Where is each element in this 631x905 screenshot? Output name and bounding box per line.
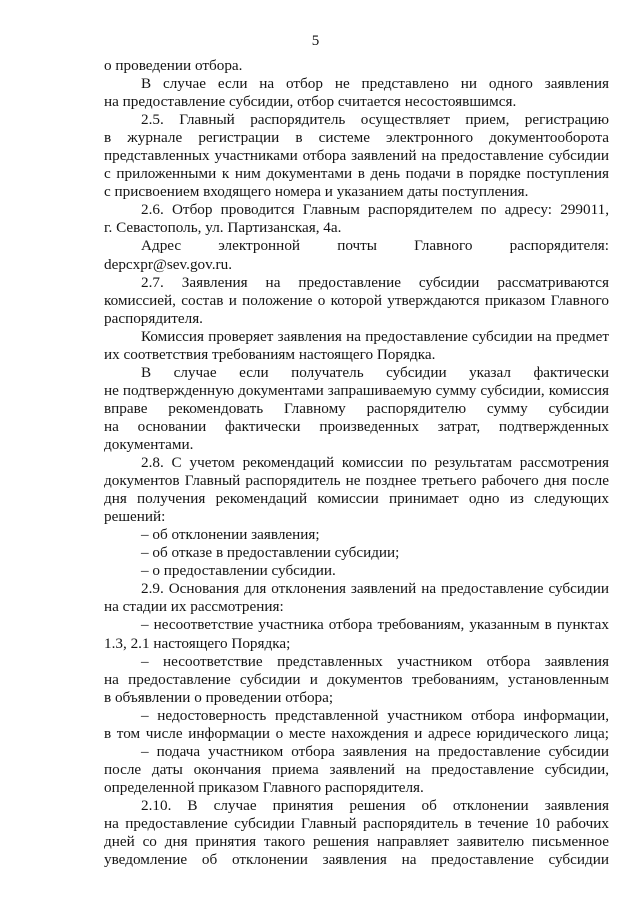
text-line: 2.10. В случае принятия решения об отклонении заявления — [141, 796, 609, 814]
text-line: определенной приказом Главного распорядителя. — [104, 778, 424, 796]
text-line: 2.7. Заявления на предоставление субсидии рассматриваются — [141, 273, 609, 291]
text-line: с присвоением входящего номера и указанием даты поступления. — [104, 183, 529, 201]
text-line: вправе рекомендовать Главному распорядителю сумму субсидии — [104, 399, 609, 417]
text-line: документами. — [104, 435, 194, 453]
text-line: в том числе информации о месте нахождения и адресе юридического лица; — [104, 724, 609, 742]
text-line: – подача участником отбора заявления на предоставление субсидии — [141, 742, 609, 760]
text-line: после даты окончания приема заявлений на предоставление субсидии, — [104, 760, 609, 778]
text-line: их соответствия требованиям настоящего Порядка. — [104, 345, 436, 363]
text-line: распорядителя. — [104, 309, 203, 327]
text-line: В случае если получатель субсидии указал фактически — [141, 363, 609, 381]
text-line: уведомление об отклонении заявления на предоставление субсидии — [104, 851, 609, 869]
text-line: – об отказе в предоставлении субсидии; — [141, 544, 400, 562]
text-line: В случае если на отбор не представлено ни одного заявления — [141, 75, 609, 93]
text-line: 1.3, 2.1 настоящего Порядка; — [104, 634, 291, 652]
document-body — [104, 57, 609, 869]
text-line: не подтвержденную документами запрашиваемую сумму субсидии, комиссия — [104, 381, 609, 399]
text-line: на предоставление субсидии Главный распорядитель в течение 10 рабочих — [104, 814, 609, 832]
text-line: г. Севастополь, ул. Партизанская, 4а. — [104, 219, 342, 237]
text-line: решений: — [104, 508, 166, 526]
text-line: в объявлении о проведении отбора; — [104, 688, 334, 706]
text-line: – об отклонении заявления; — [141, 526, 320, 544]
text-line: дня получения рекомендаций комиссии принимает одно из следующих — [104, 490, 609, 508]
text-line: на стадии их рассмотрения: — [104, 598, 284, 616]
text-line: 2.9. Основания для отклонения заявлений на предоставление субсидии — [141, 580, 609, 598]
text-line: на предоставление субсидии, отбор считается несостоявшимся. — [104, 93, 517, 111]
text-line: – недостоверность представленной участником отбора информации, — [141, 706, 609, 724]
text-line: 2.6. Отбор проводится Главным распорядителем по адресу: 299011, — [141, 201, 609, 219]
text-line: на основании фактически произведенных затрат, подтвержденных — [104, 417, 609, 435]
text-line: в журнале регистрации в системе электронного документооборота — [104, 129, 609, 147]
text-line: представленных участниками отбора заявлений на предоставление субсидии — [104, 147, 609, 165]
text-line: Комиссия проверяет заявления на предоставление субсидии на предмет — [141, 327, 609, 345]
text-line: комиссией, состав и положение о которой утверждаются приказом Главного — [104, 291, 609, 309]
text-line: 2.5. Главный распорядитель осуществляет прием, регистрацию — [141, 111, 609, 129]
text-line: – несоответствие представленных участником отбора заявления — [141, 652, 609, 670]
page-number: 5 — [311, 33, 320, 49]
text-line: с приложенными к ним документами в день подачи в порядке поступления — [104, 165, 609, 183]
text-line: документов Главный распорядитель не позднее третьего рабочего дня после — [104, 472, 609, 490]
text-line: Адрес электронной почты Главного распорядителя: — [141, 237, 609, 255]
text-line: 2.8. С учетом рекомендаций комиссии по результатам рассмотрения — [141, 454, 609, 472]
text-line: – о предоставлении субсидии. — [141, 562, 336, 580]
text-line: depcxpr@sev.gov.ru. — [104, 255, 232, 273]
text-line: на предоставление субсидии и документов требованиям, установленным — [104, 670, 609, 688]
text-line: о проведении отбора. — [104, 57, 243, 74]
text-line: – несоответствие участника отбора требованиям, указанным в пунктах — [141, 616, 609, 634]
text-line: дней со дня принятия такого решения направляет заявителю письменное — [104, 833, 609, 851]
